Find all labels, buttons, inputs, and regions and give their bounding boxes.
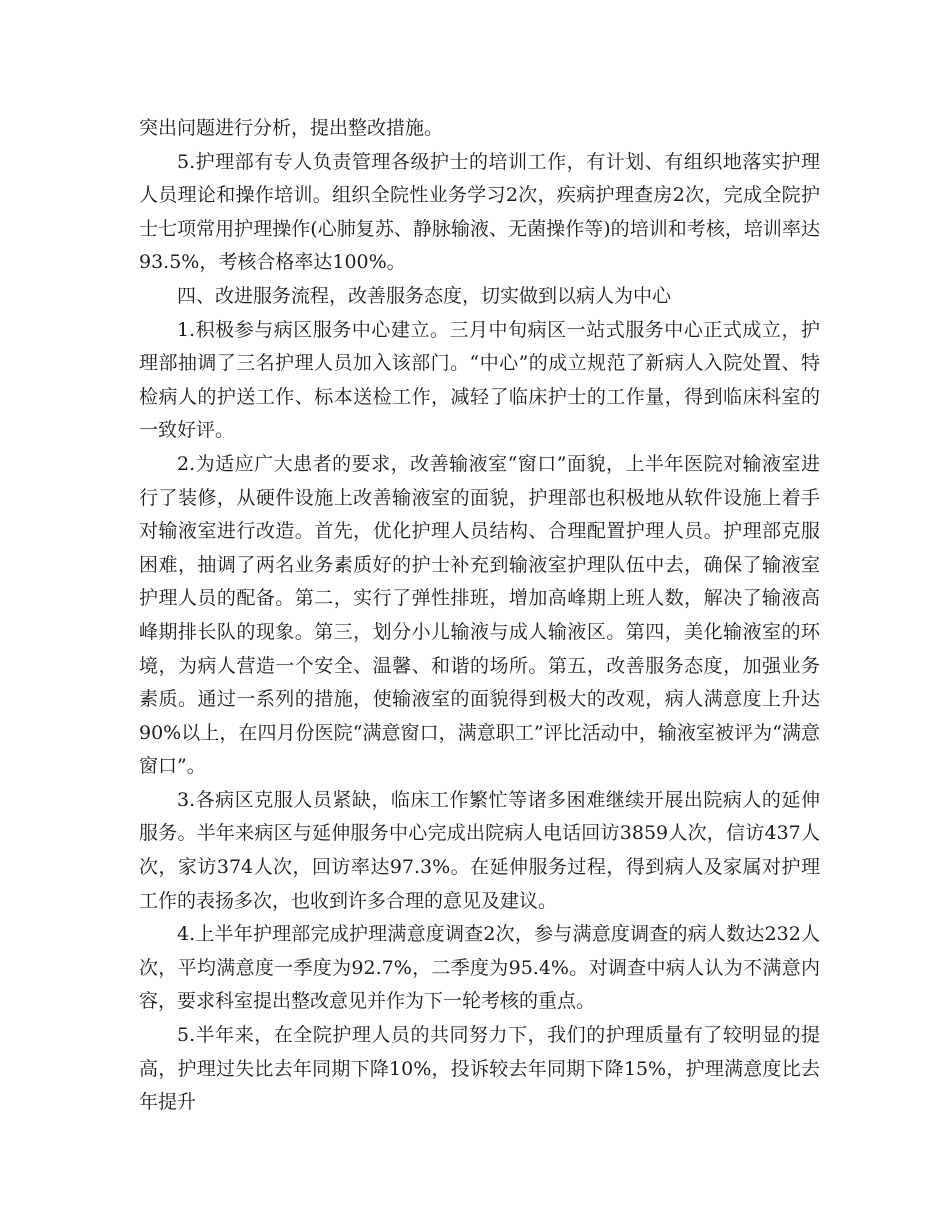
paragraph-service-center: 1.积极参与病区服务中心建立。三月中旬病区一站式服务中心正式成立，护理部抽调了三名护理人员加入该部门。“中心”的成立规范了新病人入院处置、特检病人的护送工作、标本送检工作，减轻了临床护士的工作量，得到临床科室的一致好评。 — [139, 318, 820, 442]
paragraph-extended-service: 3.各病区克服人员紧缺，临床工作繁忙等诸多困难继续开展出院病人的延伸服务。半年来病区与延伸服务中心完成出院病人电话回访3859人次，信访437人次，家访374人次，回访率达97.3%。在延伸服务过程，得到病人及家属对护理工作的表扬多次，也收到许多合理的意见及建议。 — [139, 788, 820, 912]
document-body — [139, 112, 820, 1120]
paragraph-continuation: 突出问题进行分析，提出整改措施。 — [139, 117, 444, 139]
paragraph-infusion-room: 2.为适应广大患者的要求，改善输液室“窗口”面貌，上半年医院对输液室进行了装修，从硬件设施上改善输液室的面貌，护理部也积极地从软件设施上着手对输液室进行改造。首先，优化护理人员结构、合理配置护理人员。护理部克服困难，抽调了两名业务素质好的护士补充到输液室护理队伍中去，确保了输液室护理人员的配备。第二，实行了弹性排班，增加高峰期上班人数，解决了输液高峰期排长队的现象。第三，划分小儿输液与成人输液区。第四，美化输液室的环境，为病人营造一个安全、温馨、和谐的场所。第五，改善服务态度，加强业务素质。通过一系列的措施，使输液室的面貌得到极大的改观，病人满意度上升达90%以上，在四月份医院“满意窗口，满意职工”评比活动中，输液室被评为“满意窗口”。 — [139, 452, 820, 778]
paragraph-quality-improvement: 5.半年来，在全院护理人员的共同努力下，我们的护理质量有了较明显的提高，护理过失比去年同期下降10%，投诉较去年同期下降15%，护理满意度比去年提升 — [139, 1024, 820, 1114]
paragraph-training: 5.护理部有专人负责管理各级护士的培训工作，有计划、有组织地落实护理人员理论和操作培训。组织全院性业务学习2次，疾病护理查房2次，完成全院护士七项常用护理操作(心肺复苏、静脉输液、无菌操作等)的培训和考核，培训率达93.5%，考核合格率达100%。 — [139, 150, 820, 274]
section-heading-service: 四、改进服务流程，改善服务态度，切实做到以病人为中心 — [177, 284, 672, 307]
paragraph-satisfaction-survey: 4.上半年护理部完成护理满意度调查2次，参与满意度调查的病人数达232人次，平均满意度一季度为92.7%，二季度为95.4%。对调查中病人认为不满意内容，要求科室提出整改意见并作为下一轮考核的重点。 — [139, 923, 820, 1013]
